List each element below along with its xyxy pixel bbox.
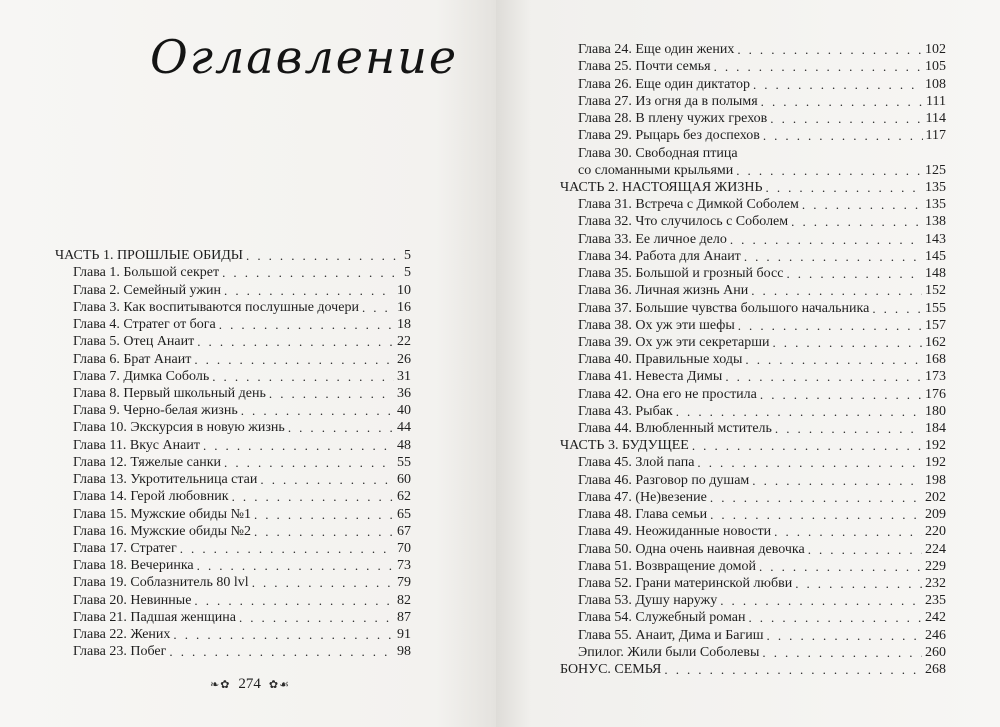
toc-page-number: 246 — [925, 627, 946, 643]
toc-chapter-entry — [560, 248, 946, 265]
toc-chapter-entry — [560, 265, 946, 282]
toc-entry-title: Глава 40. Правильные ходы — [578, 352, 743, 368]
toc-entry-title: Глава 55. Анаит, Дима и Багиш — [578, 627, 764, 643]
toc-entry-title: Глава 14. Герой любовник — [73, 489, 229, 505]
toc-page-number: 79 — [397, 575, 411, 591]
toc-chapter-entry — [560, 213, 946, 230]
toc-entry-title: Глава 1. Большой секрет — [73, 265, 220, 281]
toc-page-number: 108 — [925, 76, 946, 92]
toc-chapter-entry — [560, 368, 946, 385]
dot-leader — [753, 77, 922, 93]
toc-page-number: 152 — [925, 283, 946, 299]
toc-entry-title: Глава 49. Неожиданные новости — [578, 524, 772, 540]
toc-chapter-entry — [560, 351, 946, 368]
dot-leader — [795, 576, 922, 592]
toc-chapter-entry — [560, 506, 946, 523]
toc-entry-title: Глава 33. Ее личное дело — [578, 231, 727, 247]
toc-page-number: 148 — [925, 266, 946, 282]
toc-page-number: 114 — [925, 111, 946, 127]
toc-chapter-entry — [55, 368, 411, 385]
toc-entry-title: Глава 25. Почти семья — [578, 59, 711, 75]
dot-leader — [224, 283, 394, 299]
toc-entry-title: Глава 54. Служебный роман — [578, 610, 746, 626]
toc-entry-title: Глава 17. Стратег — [73, 540, 177, 556]
toc-chapter-entry — [560, 523, 946, 540]
dot-leader — [736, 163, 922, 179]
toc-chapter-entry — [560, 644, 946, 661]
toc-entry-title: Глава 37. Большие чувства большого начальника — [578, 300, 870, 316]
toc-page-number: 235 — [925, 593, 946, 609]
toc-entry-title: Глава 11. Вкус Анаит — [73, 437, 200, 453]
toc-chapter-entry — [560, 540, 946, 557]
toc-chapter-entry — [560, 41, 946, 58]
toc-page-number: 229 — [925, 558, 946, 574]
toc-page-number: 232 — [925, 576, 946, 591]
dot-leader — [197, 334, 394, 350]
dot-leader — [194, 352, 394, 368]
toc-page-number: 180 — [925, 403, 946, 419]
toc-chapter-entry — [560, 403, 946, 420]
toc-entry-title: Глава 19. Соблазнитель 80 lvl — [73, 575, 249, 591]
toc-entry-title: Глава 35. Большой и грозный босс — [578, 266, 784, 282]
toc-chapter-entry — [560, 575, 946, 592]
dot-leader — [786, 266, 922, 282]
dot-leader — [288, 420, 394, 436]
toc-chapter-entry — [55, 574, 411, 591]
toc-chapter-entry — [560, 334, 946, 351]
toc-entry-title: Глава 4. Стратег от бога — [73, 317, 216, 333]
toc-chapter-entry — [560, 471, 946, 488]
toc-entry-title: Глава 52. Грани материнской любви — [578, 576, 793, 591]
toc-entry-title: Глава 7. Димка Соболь — [73, 368, 210, 384]
toc-page-number: 102 — [925, 42, 946, 58]
toc-page-number: 22 — [397, 334, 411, 350]
toc-entry-title: Глава 34. Работа для Анаит — [578, 248, 741, 264]
toc-entry-title: ЧАСТЬ 2. НАСТОЯЩАЯ ЖИЗНЬ — [560, 179, 763, 195]
dot-leader — [802, 197, 922, 213]
dot-leader — [763, 128, 923, 144]
dot-leader — [808, 542, 922, 558]
toc-page-number: 105 — [925, 59, 946, 75]
toc-chapter-entry — [560, 317, 946, 334]
toc-entry-title: Глава 51. Возвращение домой — [578, 558, 756, 574]
dot-leader — [725, 369, 922, 385]
toc-page-number: 65 — [397, 506, 411, 522]
toc-part-entry — [560, 179, 946, 196]
toc-page-number: 145 — [925, 248, 946, 264]
dot-leader — [224, 455, 394, 471]
toc-chapter-entry — [55, 316, 411, 333]
toc-page-number: 260 — [925, 644, 946, 660]
toc-page-number: 36 — [397, 385, 411, 401]
dot-leader — [767, 628, 922, 644]
toc-chapter-entry — [55, 350, 411, 367]
toc-page-number: 157 — [925, 317, 946, 333]
toc-chapter-entry — [55, 488, 411, 505]
toc-page-number: 198 — [925, 472, 946, 488]
dot-leader — [770, 111, 922, 127]
left-page — [0, 0, 496, 727]
dot-leader — [720, 593, 922, 609]
toc-entry-title: БОНУС. СЕМЬЯ — [560, 662, 662, 678]
toc-entry-title: Глава 50. Одна очень наивная девочка — [578, 541, 805, 557]
dot-leader — [173, 627, 394, 643]
dot-leader — [760, 387, 922, 403]
toc-entry-title: Глава 16. Мужские обиды №2 — [73, 523, 251, 539]
toc-entry-title: Глава 47. (Не)везение — [578, 489, 707, 505]
toc-part-entry — [560, 437, 946, 454]
toc-entry-title: Глава 21. Падшая женщина — [73, 609, 236, 625]
toc-entry-title: Эпилог. Жили были Соболевы — [578, 644, 760, 660]
toc-entry-title: Глава 8. Первый школьный день — [73, 385, 266, 401]
dot-leader — [697, 455, 922, 471]
toc-entry-title: Глава 39. Ох уж эти секретарши — [578, 334, 770, 350]
toc-page-number: 209 — [925, 507, 946, 523]
toc-chapter-entry — [55, 626, 411, 643]
toc-page-number: 98 — [397, 644, 411, 660]
dot-leader — [362, 300, 394, 316]
toc-chapter-entry — [55, 557, 411, 574]
toc-entry-title: Глава 42. Она его не простила — [578, 386, 757, 402]
toc-chapter-entry — [55, 540, 411, 557]
toc-chapter-entry — [560, 385, 946, 402]
toc-page-number: 62 — [397, 489, 411, 505]
dot-leader — [738, 318, 922, 334]
toc-page-number: 111 — [926, 93, 946, 109]
toc-page-number: 202 — [925, 489, 946, 505]
dot-leader — [692, 438, 922, 454]
dot-leader — [239, 610, 394, 626]
toc-entry-title: Глава 44. Влюбленный мститель — [578, 421, 772, 437]
floral-ornament-icon: ✿☙ — [268, 679, 290, 691]
toc-chapter-entry — [560, 592, 946, 609]
toc-part-entry — [55, 247, 411, 264]
toc-page-number: 135 — [925, 179, 946, 195]
toc-page-number: 138 — [925, 214, 946, 230]
toc-entry-title: Глава 43. Рыбак — [578, 403, 673, 419]
toc-entry-title: Глава 5. Отец Анаит — [73, 334, 195, 350]
page-folio — [205, 676, 295, 693]
toc-entry-title: Глава 24. Еще один жених — [578, 42, 735, 58]
toc-chapter-entry — [560, 489, 946, 506]
toc-page-number: 26 — [397, 351, 411, 367]
dot-leader — [676, 404, 922, 420]
toc-page-number: 73 — [397, 558, 411, 574]
toc-page-number: 48 — [397, 437, 411, 453]
dot-leader — [219, 317, 394, 333]
toc-chapter-entry — [560, 282, 946, 299]
toc-entry-title: Глава 22. Жених — [73, 627, 171, 643]
dot-leader — [745, 352, 922, 368]
toc-chapter-entry — [55, 523, 411, 540]
toc-page-number: 5 — [404, 265, 411, 281]
toc-chapter-entry — [560, 196, 946, 213]
toc-page-number: 135 — [925, 197, 946, 213]
toc-entry-title: Глава 26. Еще один диктатор — [578, 76, 750, 92]
toc-chapter-entry — [55, 436, 411, 453]
toc-entry-title: Глава 46. Разговор по душам — [578, 472, 750, 488]
dot-leader — [751, 283, 922, 299]
toc-page-number: 125 — [925, 162, 946, 178]
toc-page-number: 162 — [925, 334, 946, 350]
toc-entry-title: Глава 9. Черно-белая жизнь — [73, 403, 238, 419]
dot-leader — [260, 472, 394, 488]
toc-entry-title-continued: со сломанными крыльями — [578, 162, 734, 178]
toc-page-number: 91 — [397, 627, 411, 643]
toc-page-number: 168 — [925, 352, 946, 368]
toc-chapter-entry — [560, 609, 946, 626]
toc-entry-title: Глава 13. Укротительница стаи — [73, 472, 258, 488]
toc-part-entry — [560, 661, 946, 678]
toc-entry-title: Глава 10. Экскурсия в новую жизнь — [73, 420, 285, 436]
toc-page-number: 173 — [925, 369, 946, 385]
toc-entry-title: Глава 12. Тяжелые санки — [73, 454, 222, 470]
toc-list-left — [55, 247, 411, 660]
dot-leader — [212, 369, 394, 385]
toc-chapter-entry — [560, 93, 946, 110]
dot-leader — [203, 438, 394, 454]
toc-page-number: 31 — [397, 368, 411, 384]
toc-entry-title: Глава 36. Личная жизнь Ани — [578, 283, 749, 299]
page-number: 274 — [238, 676, 261, 692]
toc-page-number: 55 — [397, 454, 411, 470]
toc-entry-title: Глава 20. Невинные — [73, 592, 192, 608]
dot-leader — [246, 248, 401, 264]
toc-page-number: 10 — [397, 282, 411, 298]
toc-page-number: 117 — [925, 128, 946, 144]
page-title: Оглавление — [150, 30, 459, 84]
dot-leader — [222, 265, 401, 281]
dot-leader — [737, 42, 922, 58]
toc-chapter-entry — [560, 75, 946, 92]
toc-entry-title: Глава 27. Из огня да в полымя — [578, 93, 758, 109]
toc-chapter-entry — [560, 626, 946, 643]
dot-leader — [791, 214, 922, 230]
dot-leader — [744, 249, 922, 265]
toc-page-number: 18 — [397, 317, 411, 333]
dot-leader — [730, 232, 922, 248]
toc-chapter-entry — [55, 402, 411, 419]
toc-entry-title: Глава 31. Встреча с Димкой Соболем — [578, 197, 799, 213]
toc-page-number: 192 — [925, 438, 946, 454]
toc-chapter-entry — [55, 281, 411, 298]
toc-page-number: 192 — [925, 455, 946, 471]
toc-page-number: 87 — [397, 609, 411, 625]
toc-entry-title: Глава 53. Душу наружу — [578, 593, 718, 609]
dot-leader — [254, 507, 394, 523]
toc-entry-title: Глава 23. Побег — [73, 644, 167, 660]
toc-page-number: 143 — [925, 231, 946, 247]
toc-chapter-entry — [560, 127, 946, 144]
toc-chapter-entry — [55, 419, 411, 436]
dot-leader — [759, 559, 922, 575]
toc-chapter-entry — [560, 110, 946, 127]
toc-entry-title: Глава 15. Мужские обиды №1 — [73, 506, 251, 522]
toc-page-number: 44 — [397, 420, 411, 436]
dot-leader — [254, 524, 394, 540]
toc-chapter-entry — [55, 609, 411, 626]
toc-entry-title: Глава 41. Невеста Димы — [578, 369, 723, 385]
toc-list-right — [560, 41, 946, 678]
toc-entry-title: ЧАСТЬ 1. ПРОШЛЫЕ ОБИДЫ — [55, 248, 244, 264]
toc-chapter-entry — [560, 558, 946, 575]
toc-chapter-entry — [55, 264, 411, 281]
toc-chapter-entry — [560, 144, 946, 178]
toc-page-number: 40 — [397, 403, 411, 419]
toc-page-number: 176 — [925, 386, 946, 402]
dot-leader — [710, 507, 922, 523]
toc-chapter-entry — [55, 505, 411, 522]
toc-page-number: 5 — [404, 248, 411, 264]
toc-chapter-entry — [55, 333, 411, 350]
toc-entry-title: Глава 18. Вечеринка — [73, 558, 194, 574]
dot-leader — [252, 575, 394, 591]
toc-page-number: 220 — [925, 524, 946, 540]
dot-leader — [748, 610, 922, 626]
toc-entry-title: Глава 6. Брат Анаит — [73, 351, 192, 367]
toc-page-number: 242 — [925, 610, 946, 626]
toc-entry-title: ЧАСТЬ 3. БУДУЩЕЕ — [560, 438, 689, 454]
dot-leader — [710, 490, 922, 506]
dot-leader — [169, 644, 394, 660]
toc-page-number: 67 — [397, 523, 411, 539]
toc-entry-title: Глава 2. Семейный ужин — [73, 282, 222, 298]
floral-ornament-icon: ❧✿ — [209, 679, 231, 691]
toc-entry-title: Глава 29. Рыцарь без доспехов — [578, 128, 760, 144]
dot-leader — [752, 473, 922, 489]
toc-page-number: 224 — [925, 541, 946, 557]
dot-leader — [774, 524, 922, 540]
toc-page-number: 268 — [925, 662, 946, 678]
dot-leader — [714, 59, 922, 75]
toc-page-number: 16 — [397, 299, 411, 315]
toc-page-number: 82 — [397, 592, 411, 608]
toc-chapter-entry — [55, 454, 411, 471]
toc-chapter-entry — [560, 299, 946, 316]
dot-leader — [766, 180, 922, 196]
dot-leader — [761, 94, 923, 110]
toc-chapter-entry — [560, 454, 946, 471]
toc-chapter-entry — [55, 591, 411, 608]
toc-page-number: 60 — [397, 472, 411, 488]
dot-leader — [241, 403, 394, 419]
toc-chapter-entry — [560, 230, 946, 247]
toc-entry-title: Глава 28. В плену чужих грехов — [578, 111, 768, 127]
toc-entry-title: Глава 48. Глава семьи — [578, 507, 708, 523]
toc-page-number: 184 — [925, 421, 946, 437]
dot-leader — [232, 489, 394, 505]
toc-page-number: 70 — [397, 540, 411, 556]
toc-chapter-entry — [55, 299, 411, 316]
toc-chapter-entry — [55, 643, 411, 660]
dot-leader — [269, 386, 394, 402]
dot-leader — [773, 335, 923, 351]
toc-chapter-entry — [55, 471, 411, 488]
toc-chapter-entry — [560, 420, 946, 437]
toc-entry-title: Глава 45. Злой папа — [578, 455, 695, 471]
toc-entry-title: Глава 38. Ох уж эти шефы — [578, 317, 735, 333]
dot-leader — [664, 662, 922, 678]
dot-leader — [180, 541, 394, 557]
dot-leader — [872, 301, 922, 317]
dot-leader — [194, 593, 394, 609]
toc-entry-title: Глава 3. Как воспитываются послушные дочери — [73, 299, 359, 315]
dot-leader — [197, 558, 394, 574]
toc-page-number: 155 — [925, 300, 946, 316]
toc-entry-title: Глава 32. Что случилось с Соболем — [578, 214, 789, 230]
dot-leader — [775, 421, 922, 437]
toc-chapter-entry — [560, 58, 946, 75]
dot-leader — [762, 645, 922, 661]
toc-chapter-entry — [55, 385, 411, 402]
toc-entry-title: Глава 30. Свободная птица — [578, 145, 738, 161]
